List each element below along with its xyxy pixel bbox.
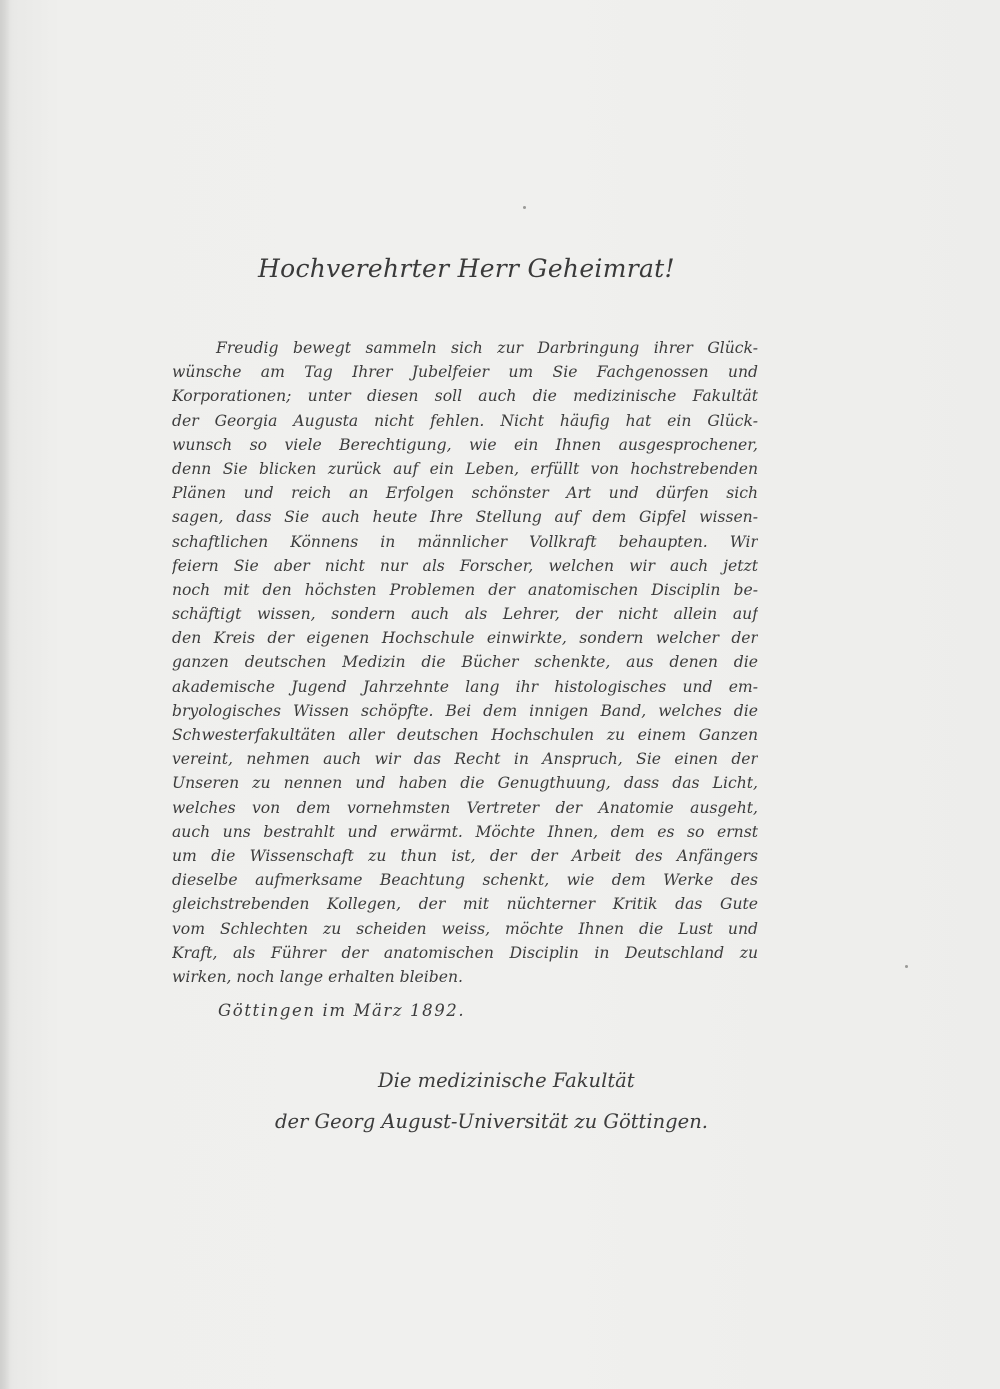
letter-line: wunsch so viele Berechtigung, wie ein Ihnen ausgesprochener, [172,435,758,454]
letter-line: welches von dem vornehmsten Vertreter der Anatomie ausgeht, [172,798,758,817]
letter-line: Unseren zu nennen und haben die Genugthuung, dass das Licht, [172,774,758,793]
letter-line: wirken, noch lange erhalten bleiben. [172,967,463,986]
letter-body [172,336,758,989]
letter-line: um die Wissenschaft zu thun ist, der der Arbeit des Anfängers [172,846,758,865]
paper-speck [523,206,526,209]
letter-line: denn Sie blicken zurück auf ein Leben, erfüllt von hochstrebenden [172,459,758,478]
signature-faculty: Die medizinische Fakultät [378,1069,635,1092]
letter-line: den Kreis der eigenen Hochschule einwirkte, sondern welcher der [172,629,758,648]
letter-line: schaftlichen Könnens in männlicher Vollkraft behaupten. Wir [172,532,758,551]
letter-line: dieselbe aufmerksame Beachtung schenkt, wie dem Werke des [172,871,758,890]
page-binding-shadow [0,0,10,1389]
letter-line: akademische Jugend Jahrzehnte lang ihr histologisches und em- [172,677,758,696]
letter-line: vereint, nehmen auch wir das Recht in Anspruch, Sie einen der [172,750,758,769]
salutation-heading: Hochverehrter Herr Geheimrat! [258,254,675,283]
letter-line: noch mit den höchsten Problemen der anatomischen Disciplin be- [172,580,758,599]
letter-line: Plänen und reich an Erfolgen schönster Art und dürfen sich [172,484,758,503]
letter-line: feiern Sie aber nicht nur als Forscher, welchen wir auch jetzt [172,556,758,575]
letter-line: Schwesterfakultäten aller deutschen Hochschulen zu einem Ganzen [172,726,758,744]
letter-line: Freudig bewegt sammeln sich zur Darbringung ihrer Glück- [216,339,758,357]
letter-line: der Georgia Augusta nicht fehlen. Nicht häufig hat ein Glück- [172,411,758,430]
place-and-date: Göttingen im März 1892. [218,1001,466,1020]
letter-line: wünsche am Tag Ihrer Jubelfeier um Sie Fachgenossen und [172,363,758,382]
letter-line: schäftigt wissen, sondern auch als Lehrer, der nicht allein auf [172,605,758,624]
signature-university: der Georg August-Universität zu Göttingen. [275,1110,708,1133]
letter-line: Korporationen; unter diesen soll auch die medizinische Fakultät [172,387,758,406]
letter-line: auch uns bestrahlt und erwärmt. Möchte Ihnen, dem es so ernst [172,822,758,841]
paper-speck [905,965,908,968]
letter-line: vom Schlechten zu scheiden weiss, möchte Ihnen die Lust und [172,919,758,938]
letter-line: bryologisches Wissen schöpfte. Bei dem innigen Band, welches die [172,701,758,720]
letter-line: Kraft, als Führer der anatomischen Disciplin in Deutschland zu [172,943,758,962]
letter-line: ganzen deutschen Medizin die Bücher schenkte, aus denen die [172,653,758,672]
letter-line: gleichstrebenden Kollegen, der mit nüchterner Kritik das Gute [172,895,758,914]
letter-line: sagen, dass Sie auch heute Ihre Stellung auf dem Gipfel wissen- [172,508,758,527]
